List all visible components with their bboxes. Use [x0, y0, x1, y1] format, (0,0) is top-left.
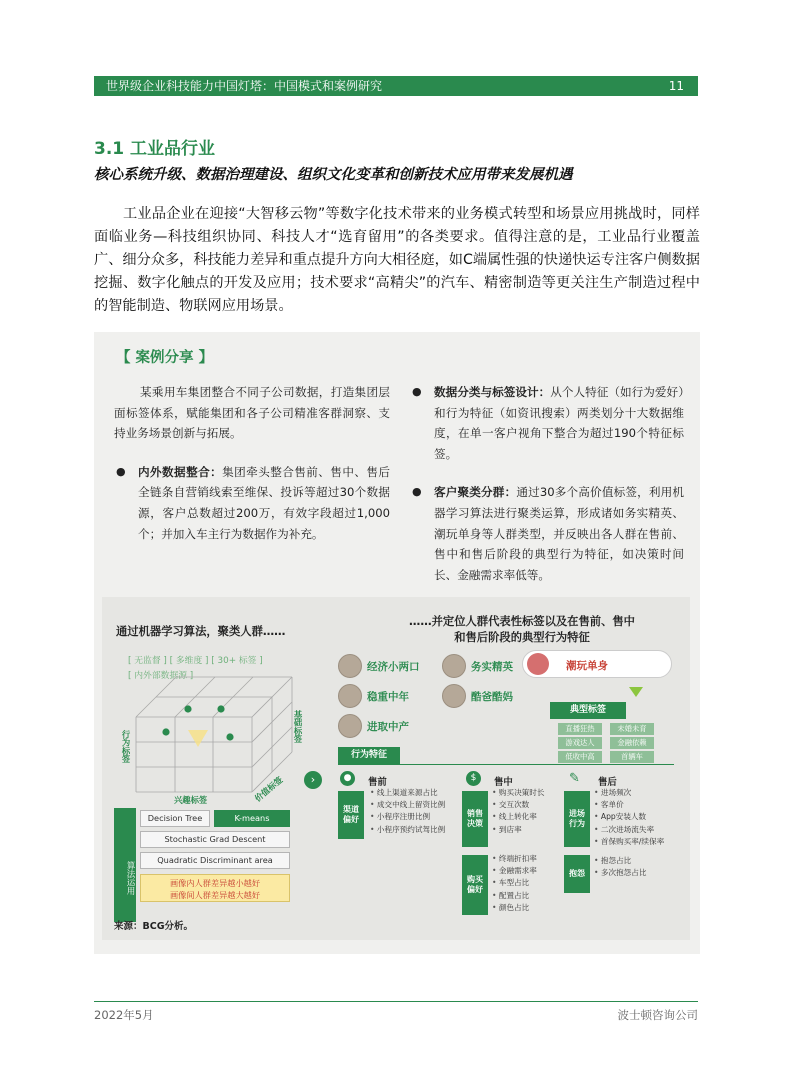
footer-divider — [94, 1001, 698, 1002]
list-item: • 线上渠道来源占比 — [370, 787, 445, 799]
list-item: • 客单价 — [594, 799, 664, 811]
dollar-icon: $ — [466, 771, 481, 786]
case-right-column — [410, 382, 684, 603]
bullet-bold: 客户聚类分群： — [434, 485, 517, 500]
highlight-persona-label: 潮玩单身 — [566, 660, 608, 672]
section-subtitle: 核心系统升级、数据治理建设、组织文化变革和创新技术应用带来发展机遇 — [94, 167, 573, 183]
bullet-bold: 数据分类与标签设计： — [434, 385, 551, 399]
list-item: • 到店率 — [492, 824, 544, 836]
stage-post-label: 售后 — [598, 777, 617, 788]
arrow-down-icon — [629, 687, 643, 697]
clustering-figure — [102, 597, 690, 940]
cluster-point — [226, 733, 233, 740]
typical-tag: 未婚未育 — [610, 723, 654, 735]
cube-diagram — [102, 597, 322, 812]
persona-photo — [338, 684, 362, 708]
list-item: • 终端折扣率 — [492, 853, 537, 865]
list-item: • 抱怨占比 — [594, 855, 646, 867]
persona-label: 稳重中年 — [367, 691, 409, 703]
bullet-tag-design — [410, 382, 684, 464]
typical-tag: 金融依赖 — [610, 737, 654, 749]
algo-goal-1: 画像内人群差异越小越好 — [169, 878, 261, 888]
behavior-divider — [338, 764, 674, 765]
behavior-title: 行为特征 — [338, 747, 400, 764]
list-item: • 二次进场流失率 — [594, 824, 664, 836]
persona-photo — [442, 684, 466, 708]
list-item: • 交互次数 — [492, 799, 544, 811]
algorithm-label: 算法运用 — [114, 808, 136, 922]
page-number: 11 — [668, 79, 684, 93]
figure-right-title-line1: ……并定位人群代表性标签以及在售前、售中 — [409, 615, 635, 628]
persona-label: 务实精英 — [471, 661, 513, 673]
axis-value-label: 价值标签 — [252, 774, 285, 804]
list-item: • 线上转化率 — [492, 811, 544, 823]
case-tag: 【 案例分享 】 — [116, 350, 214, 366]
typical-tag: 首辆车 — [610, 751, 654, 763]
post-sale-list-1 — [594, 787, 664, 848]
post-sale-list-2 — [594, 855, 646, 879]
list-item: • 颜色占比 — [492, 902, 537, 914]
wrench-icon: ✎ — [569, 771, 580, 786]
highlight-region — [188, 730, 208, 747]
intro-paragraph: 工业品企业在迎接“大智移云物”等数字化技术带来的业务模式转型和场景应用挑战时，同样面临业务—科技组织协同、科技人才“选育留用”的各类要求。值得注意的是，工业品行业覆盖广、细分众多，科技能力差异和重点提升方向大相径庭，如C端属性强的快递快运专注客户侧数据挖掘、数字化触点的开发及应用；技术要求“高精尖”的汽车、精密制造等更关注生产制造过程中的智能制造、物联网应用场景。 — [94, 206, 700, 314]
algo-kmeans: K-means — [214, 810, 290, 827]
block-purchase: 购买偏好 — [462, 855, 488, 915]
feature-tags-line1: [ 无监督 ] [ 多维度 ] [ 30+ 标签 ] — [128, 656, 263, 666]
list-item: • 金融需求率 — [492, 865, 537, 877]
bullet-text: 从个人特征（如行为爱好）和行为特征（如资讯搜索）两类划分十大数据维度，在单一客户视角下整合为超过190个特征标签。 — [434, 385, 684, 461]
pre-sale-list — [370, 787, 445, 836]
list-item: • 进场频次 — [594, 787, 664, 799]
figure-right-title — [372, 614, 672, 646]
footer-date: 2022年5月 — [94, 1008, 154, 1022]
block-channel: 渠道偏好 — [338, 791, 364, 839]
typical-tag: 直播狂热 — [558, 723, 602, 735]
stage-pre-label: 售前 — [368, 777, 387, 788]
block-complaint: 抱怨 — [564, 855, 590, 893]
persona-label: 经济小两口 — [367, 661, 420, 673]
typical-tags-title: 典型标签 — [550, 702, 626, 719]
list-item: • 首保购买率/续保率 — [594, 836, 664, 848]
bullet-data-integration — [114, 462, 390, 544]
persona-label: 进取中产 — [367, 721, 409, 733]
list-item: • 成交中线上留资比例 — [370, 799, 445, 811]
algo-goal-2: 画像间人群差异越大越好 — [169, 890, 261, 900]
feature-tags-line2: [ 内外部数据源 ] — [128, 671, 194, 681]
stage-mid-label: 售中 — [494, 777, 513, 788]
list-item: • 多次抱怨占比 — [594, 867, 646, 879]
bullet-dot-icon: ● — [412, 385, 422, 398]
block-sales-decision: 销售决策 — [462, 791, 488, 847]
block-visit: 进场行为 — [564, 791, 590, 847]
figure-right-title-line2: 和售后阶段的典型行为特征 — [454, 631, 590, 644]
typical-tag: 游戏达人 — [558, 737, 602, 749]
person-icon: ● — [340, 771, 355, 786]
bullet-clustering — [410, 482, 684, 585]
section-title: 3.1 工业品行业 — [94, 139, 216, 159]
figure-left-title: 通过机器学习算法，聚类人群…… — [116, 625, 286, 638]
list-item: • 配置占比 — [492, 890, 537, 902]
footer-org: 波士顿咨询公司 — [617, 1008, 698, 1022]
algo-qda: Quadratic Discriminant area — [140, 852, 290, 869]
bullet-text: 集团牵头整合售前、售中、售后全链条自营销线索至维保、投诉等超过30个数据源，客户总数超过200万，有效字段超过1,000个；并加入车主行为数据作为补充。 — [138, 464, 390, 541]
case-left-column — [114, 382, 390, 562]
bullet-bold: 内外数据整合： — [138, 464, 223, 479]
algo-decision-tree: Decision Tree — [140, 810, 210, 827]
mid-sale-list-1 — [492, 787, 544, 836]
persona-photo — [338, 654, 362, 678]
list-item: • 小程序注册比例 — [370, 811, 445, 823]
case-intro: 某乘用车集团整合不同子公司数据，打造集团层面标签体系，赋能集团和各子公司精准客群洞察、支持业务场景创新与拓展。 — [114, 385, 390, 441]
header-title: 世界级企业科技能力中国灯塔：中国模式和案例研究 — [106, 79, 383, 93]
bullet-text: 通过30多个高价值标签，利用机器学习算法进行聚类运算，形成诸如务实精英、潮玩单身等人群类型，并反映出各人群在售前、售中和售后阶段的典型行为特征，如决策时间长、金融需求率低等。 — [434, 485, 684, 582]
axis-basic-label: 基础标签 — [293, 710, 303, 744]
cluster-point — [184, 705, 191, 712]
algo-sgd: Stochastic Grad Descent — [140, 831, 290, 848]
list-item: • 购买决策时长 — [492, 787, 544, 799]
typical-tags-panel — [558, 715, 678, 759]
highlight-persona — [522, 650, 672, 678]
algo-goal-note — [140, 874, 290, 902]
list-item: • App安装人数 — [594, 811, 664, 823]
list-item: • 车型占比 — [492, 877, 537, 889]
axis-interest-label: 兴趣标签 — [174, 795, 208, 805]
page-header — [94, 76, 698, 96]
mid-sale-list-2 — [492, 853, 537, 914]
chevron-right-icon: › — [304, 771, 322, 789]
cluster-point — [217, 705, 224, 712]
cluster-point — [162, 728, 169, 735]
persona-photo — [527, 653, 549, 675]
source-note: 来源：BCG分析。 — [114, 921, 194, 932]
bullet-dot-icon: ● — [116, 464, 126, 478]
list-item: • 小程序预约试驾比例 — [370, 824, 445, 836]
axis-behavior-label: 行为标签 — [121, 730, 131, 764]
persona-photo — [338, 714, 362, 738]
persona-photo — [442, 654, 466, 678]
typical-tag: 低收中高 — [558, 751, 602, 763]
bullet-dot-icon: ● — [412, 485, 422, 499]
persona-label: 酷爸酷妈 — [471, 691, 513, 703]
